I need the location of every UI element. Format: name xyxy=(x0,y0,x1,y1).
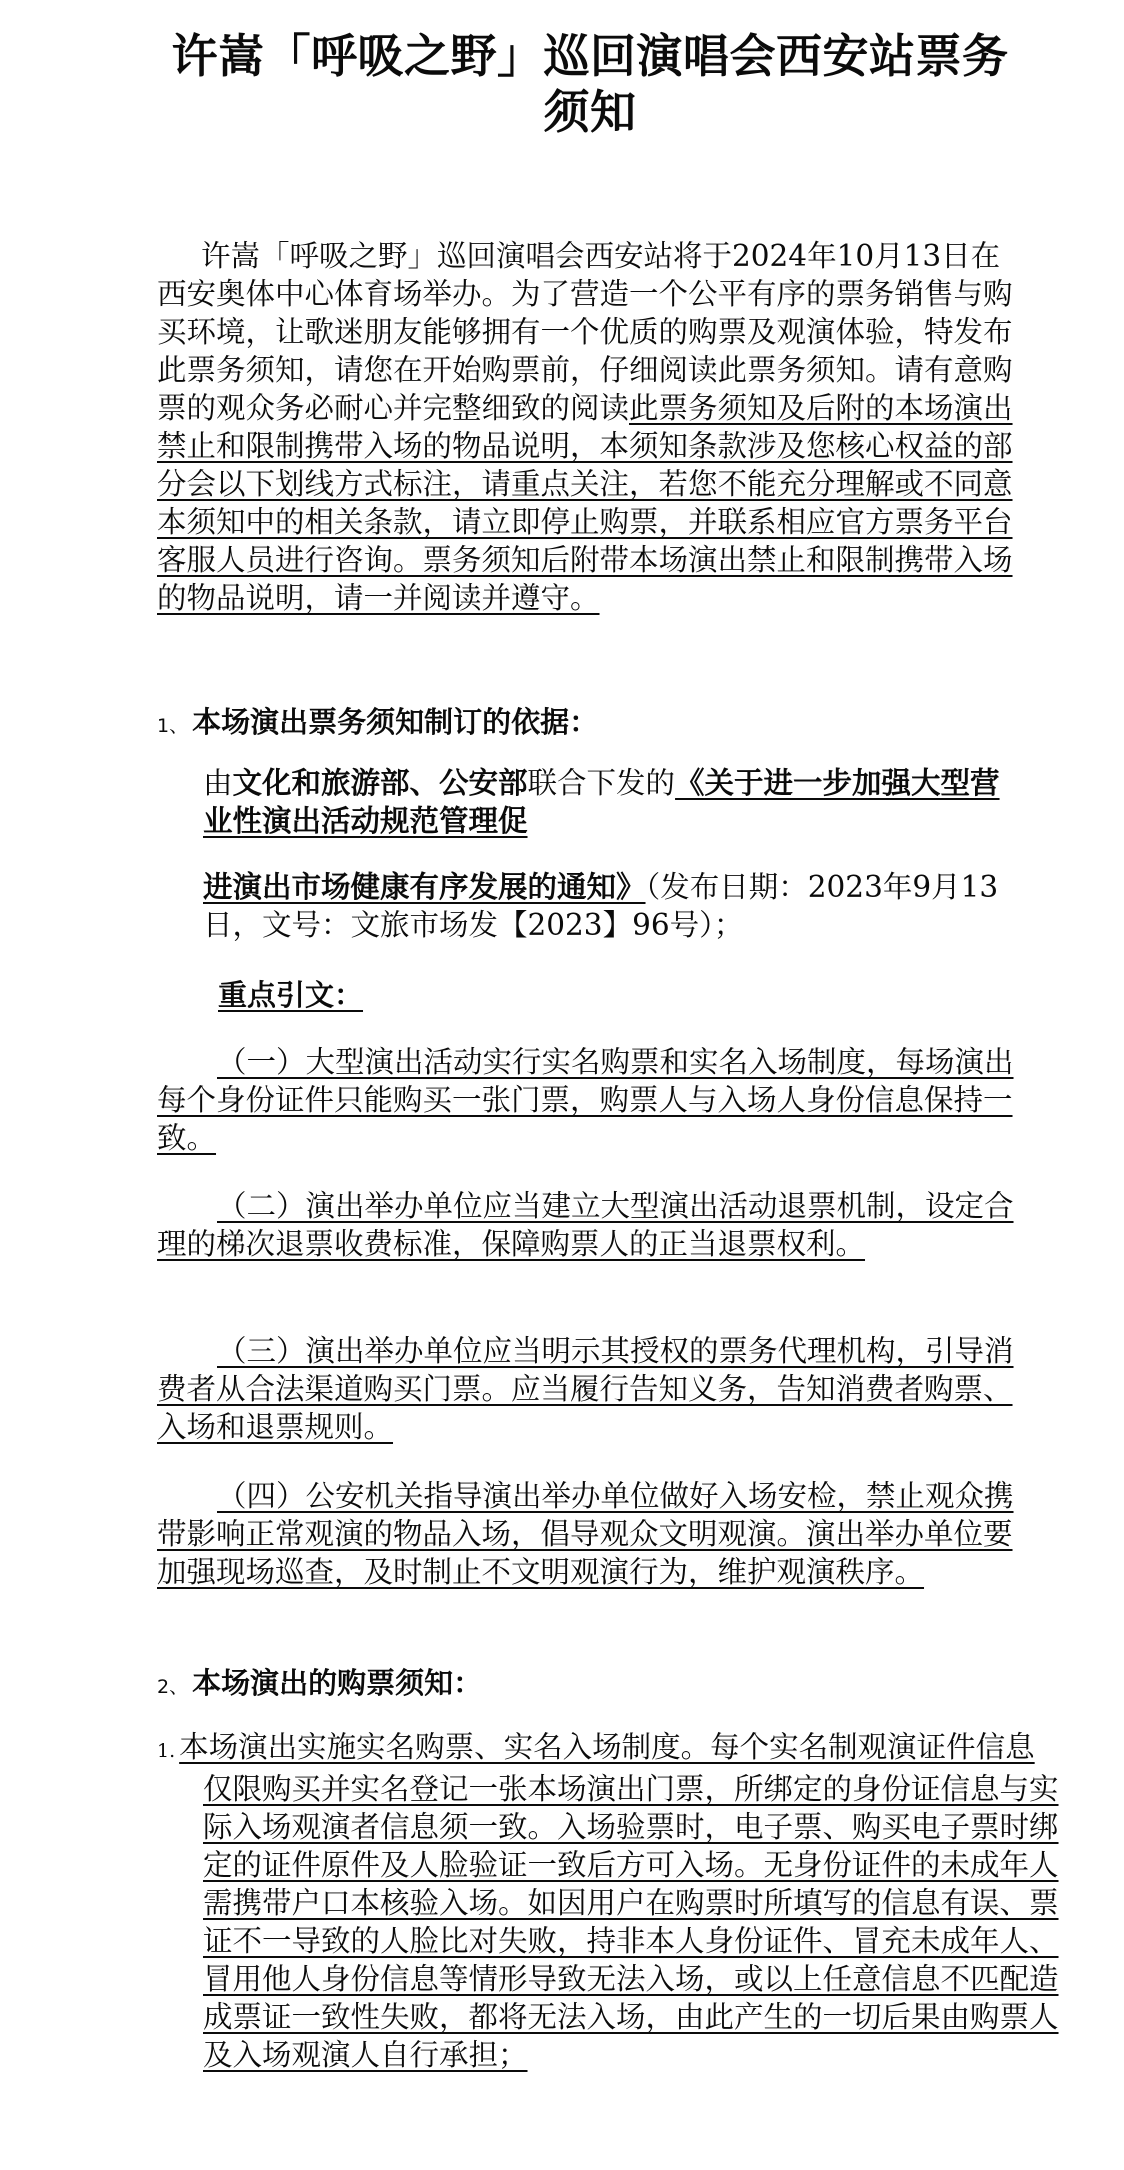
purchase-rule-item xyxy=(157,1728,1063,2074)
rule-text: 本场演出实施实名购票、实名入场制度。每个实名制观演证件信息仅限购买并实名登记一张本场演出门票，所绑定的身份证信息与实际入场观演者信息须一致。入场验票时，电子票、购买电子票时绑定的证件原件及人脸验证一致后方可入场。无身份证件的未成年人需携带户口本核验入场。如因用户在购票时所填写的信息有误、票证不一导致的人脸比对失败，持非本人身份证件、冒充未成年人、冒用他人身份信息等情形导致无法入场，或以上任意信息不匹配造成票证一致性失败，都将无法入场，由此产生的一切后果由购票人及入场观演人自行承担； xyxy=(179,1730,1059,2072)
quote-item: （四）公安机关指导演出举办单位做好入场安检，禁止观众携带影响正常观演的物品入场，倡导观众文明观演。演出举办单位要加强现场巡查，及时制止不文明观演行为，维护观演秩序。 xyxy=(157,1479,1014,1589)
intro-underlined-text: 此票务须知及后附的本场演出禁止和限制携带入场的物品说明，本须知条款涉及您核心权益的部分会以下划线方式标注，请重点关注，若您不能充分理解或不同意本须知中的相关条款，请立即停止购票，并联系相应官方票务平台客服人员进行咨询。票务须知后附带本场演出禁止和限制携带入场的物品说明，请一并阅读并遵守。 xyxy=(157,391,1013,615)
document-title: 许嵩「呼吸之野」巡回演唱会西安站票务须知 xyxy=(171,29,1009,139)
rule-number: 1. xyxy=(157,1740,176,1762)
section-2-number: 2、 xyxy=(157,1676,189,1698)
section-2-title: 本场演出的购票须知： xyxy=(192,1666,483,1700)
quote-item: （三）演出举办单位应当明示其授权的票务代理机构，引导消费者从合法渠道购买门票。应当履行告知义务，告知消费者购票、入场和退票规则。 xyxy=(157,1334,1014,1444)
basis-mid: 联合下发的 xyxy=(527,766,676,800)
basis-prefix: 由 xyxy=(203,766,233,800)
section-1-number: 1、 xyxy=(157,715,189,737)
quote-item: （一）大型演出活动实行实名购票和实名入场制度，每场演出每个身份证件只能购买一张门票，购票人与入场人身份信息保持一致。 xyxy=(157,1045,1014,1155)
basis-paragraph-2 xyxy=(203,868,1011,944)
section-1-title: 本场演出票务须知制订的依据： xyxy=(192,705,599,739)
intro-paragraph xyxy=(157,237,1017,617)
key-quotes-heading: 重点引文： xyxy=(218,978,364,1012)
intro-plain-text: 许嵩「呼吸之野」巡回演唱会西安站将于2024年10月13日在西安奥体中心体育场举办。为了营造一个公平有序的票务销售与购买环境，让歌迷朋友能够拥有一个优质的购票及观演体验，特发布此票务须知，请您在开始购票前，仔细阅读此票务须知。请有意购票的观众务必耐心并完整细致的阅读 xyxy=(157,239,1013,425)
basis-issuers: 文化和旅游部、公安部 xyxy=(232,766,528,800)
basis-paragraph-1 xyxy=(203,764,1011,840)
basis-doc-title-part1: 《关于进一步加强大型营业性演出活动规范管理促 xyxy=(203,766,1000,838)
quote-item: （二）演出举办单位应当建立大型演出活动退票机制，设定合理的梯次退票收费标准，保障购票人的正当退票权利。 xyxy=(157,1189,1014,1261)
basis-doc-title-part2: 进演出市场健康有序发展的通知》 xyxy=(203,870,646,904)
section-1-heading xyxy=(157,703,598,745)
basis-doc-info: （发布日期：2023年9月13日，文号：文旅市场发【2023】96号）； xyxy=(203,870,999,942)
section-2-heading xyxy=(157,1664,482,1706)
